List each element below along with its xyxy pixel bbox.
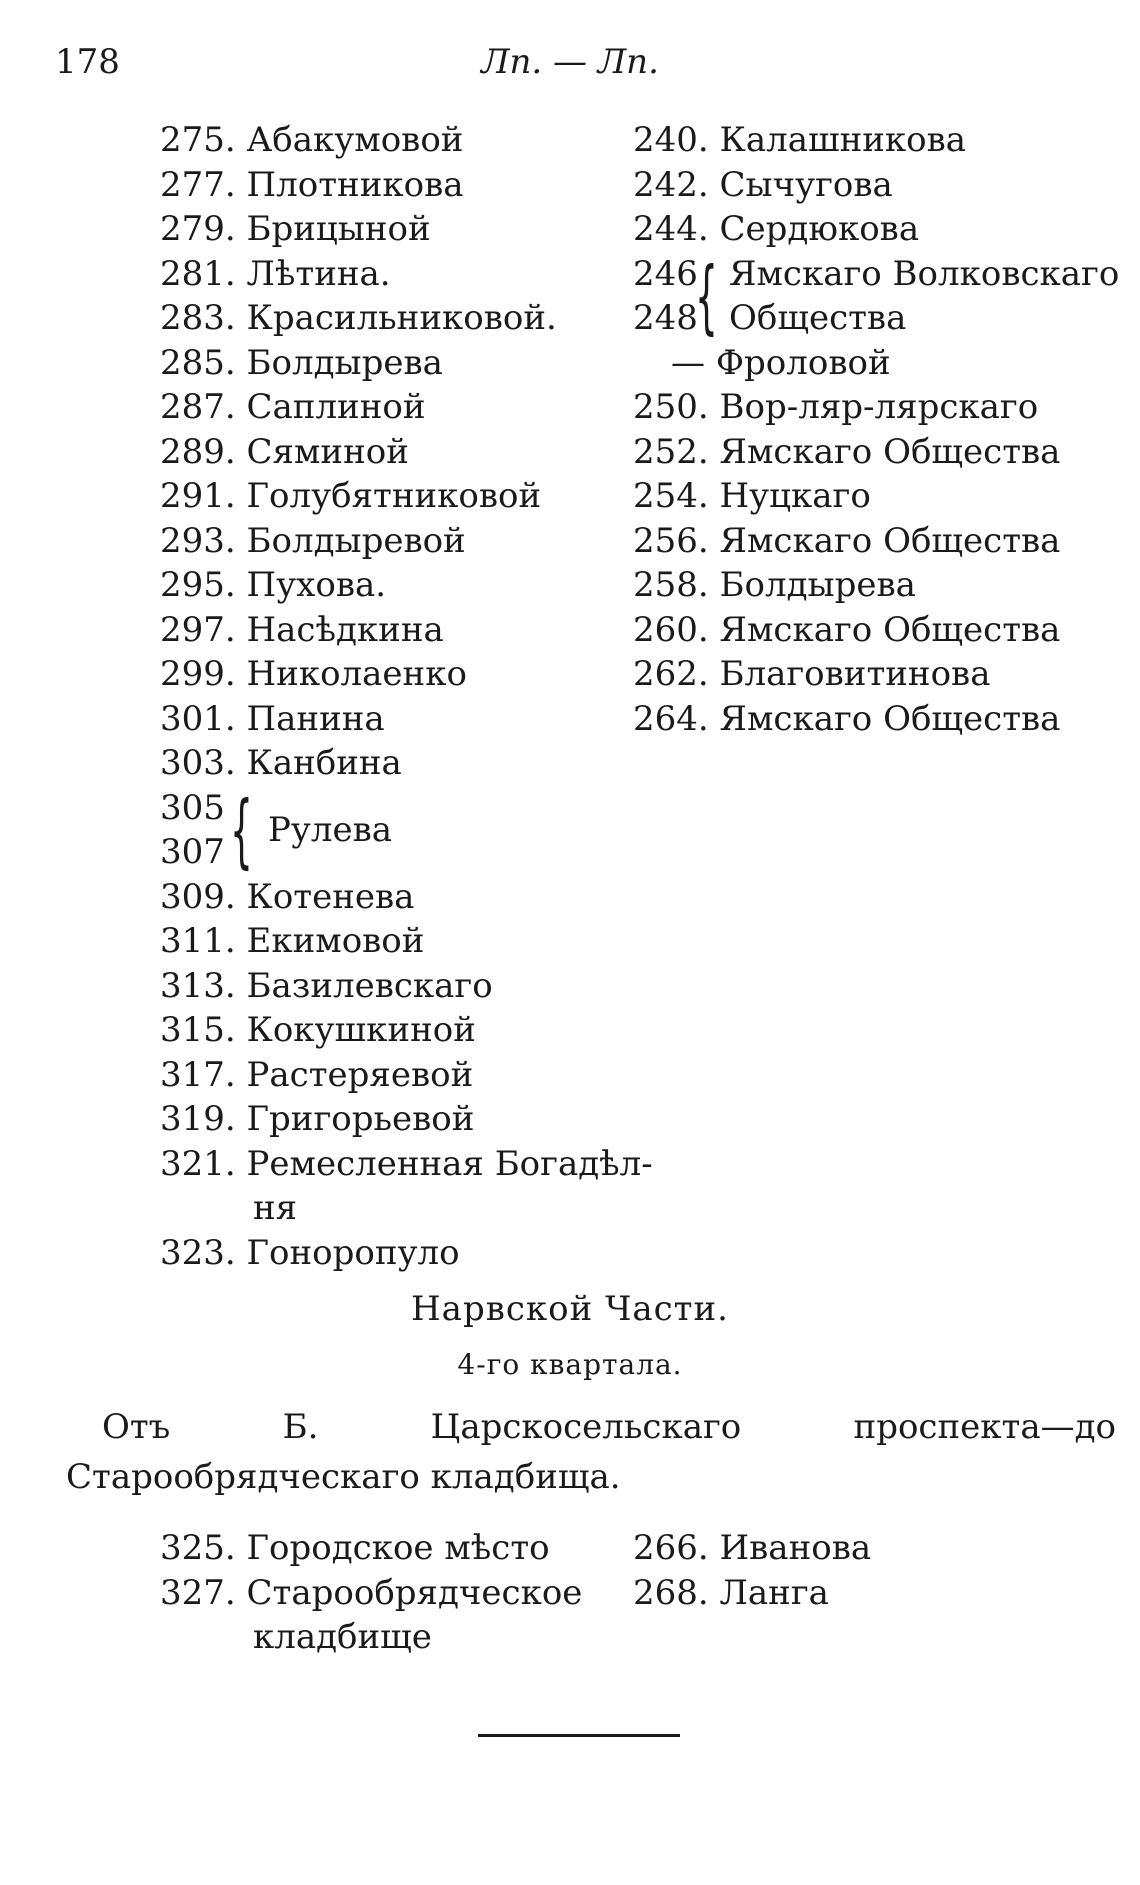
item-number: 279. [160,209,236,249]
list-item [160,474,680,519]
right-column [633,118,1133,741]
list-item [160,875,680,920]
list-item [160,1142,680,1231]
item-name: Ремесленная Богадѣл- [246,1143,653,1184]
item-name: Лѣтина. [246,253,391,294]
item-number: 256. [633,520,709,561]
list-item [633,341,1133,386]
page-number: 178 [55,42,120,82]
item-number: 240. [633,120,709,160]
list-item [633,652,1133,697]
item-name: Плотникова [246,164,464,205]
item-name: Калашникова [719,120,967,160]
brace-icon: { [695,249,718,343]
list-item [160,1231,680,1276]
list-item [160,341,680,386]
item-number: 242. [633,164,709,205]
item-name: Абакумовой [246,120,464,160]
item-name: Кокушкиной [246,1010,476,1050]
list-item [633,697,1133,742]
running-head: Лп. — Лп. [481,42,659,82]
item-number: 319. [160,1099,236,1139]
item-name: Насѣдкина [246,609,444,650]
item-number: 301. [160,698,236,739]
item-number: 262. [633,654,709,694]
item-name: Иванова [719,1528,872,1568]
item-number: 295. [160,565,236,605]
item-number: 281. [160,253,236,294]
item-name-continuation: кладбище [253,1617,432,1657]
list-item [160,964,680,1009]
list-item [160,1571,620,1660]
item-number: 252. [633,431,709,472]
item-number: 299. [160,654,236,694]
bottom-left-list [160,1526,620,1660]
item-name: Ямскаго Общества [719,431,1061,472]
item-number: 248 [633,298,698,338]
list-item [633,118,1133,163]
item-name: Саплиной [246,387,426,427]
item-name: Базилевскаго [246,965,493,1006]
brace-icon: { [230,783,253,877]
item-name: Общества [729,298,907,338]
item-name: Ямскаго Общества [719,698,1061,739]
list-item [160,385,680,430]
list-item [633,1571,1093,1616]
item-number: 327. [160,1572,236,1613]
item-number: 313. [160,965,236,1006]
item-number: 287. [160,387,236,427]
list-item [160,608,680,653]
item-number: 289. [160,431,236,472]
item-number: 246 [633,253,698,294]
item-name: Болдырева [246,342,443,383]
right-list-before [633,118,1133,252]
item-number: 266. [633,1528,709,1568]
item-name: Болдырева [719,565,916,605]
item-name: Старообрядческое [246,1572,583,1613]
item-number: 311. [160,921,236,961]
item-number: 250. [633,387,709,427]
section-title: Нарвской Части. [411,1289,729,1329]
item-name: Гонoропуло [246,1232,460,1273]
item-number: 321. [160,1143,236,1184]
item-number: 285. [160,342,236,383]
section-subtitle: 4-го квартала. [457,1348,683,1381]
item-name: Пухова. [246,565,387,605]
list-item [633,163,1133,208]
section-description: Отъ Б. Царскосельскаго проспекта—до Старообрядческаго кладбища. [66,1407,1116,1497]
brace-group [160,783,680,877]
item-number: 254. [633,476,709,516]
item-name: Ямскаго Общества [719,520,1061,561]
item-name: Нуцкаго [719,476,871,516]
list-item [160,1526,620,1571]
item-name-continuation: ня [253,1188,298,1228]
item-number: — [671,342,705,383]
item-name: Ланга [719,1572,829,1613]
list-item [160,563,680,608]
item-name: Вор-ляр-лярскаго [719,387,1039,427]
item-number: 264. [633,698,709,739]
list-item [633,1526,1093,1571]
left-column [160,118,680,1275]
list-item [160,296,680,341]
item-number: 323. [160,1232,236,1273]
list-item [633,563,1133,608]
item-name: Сердюкова [719,209,920,249]
item-number: 309. [160,876,236,917]
item-number: 260. [633,609,709,650]
item-name: Сычугова [719,164,893,205]
item-name: Котенева [246,876,415,917]
left-list-before [160,118,680,786]
item-number: 297. [160,609,236,650]
list-item [160,919,680,964]
left-list-after [160,875,680,1276]
item-name: Ямскаго Волковскаго [729,253,1120,294]
item-name: Благовитинова [719,654,991,694]
item-name: Брицыной [246,209,431,249]
list-item [160,118,680,163]
item-number: 307 [160,832,225,872]
item-name: Канбина [246,743,402,783]
list-item [160,207,680,252]
item-name: Фроловой [715,342,891,383]
list-item [633,430,1133,475]
list-item [160,697,680,742]
list-item [160,1008,680,1053]
list-item [160,1053,680,1098]
item-name: Растеряевой [246,1054,474,1095]
item-number: 325. [160,1528,236,1568]
item-number: 293. [160,520,236,561]
item-name: Голубятниковой [246,476,542,516]
item-name: Николаенко [246,654,467,694]
list-item [160,1097,680,1142]
section-end-rule [478,1734,680,1737]
item-name: Ямскаго Общества [719,609,1061,650]
item-number: 305 [160,787,225,828]
list-item [633,519,1133,564]
item-name: Рулева [268,809,393,850]
list-item [160,519,680,564]
item-name: Городское мѣсто [246,1528,550,1568]
list-item [160,252,680,297]
item-number: 317. [160,1054,236,1095]
list-item [160,652,680,697]
item-name: Панина [246,698,385,739]
list-item [633,474,1133,519]
item-name: Сяминой [246,431,409,472]
list-item [160,430,680,475]
item-number: 275. [160,120,236,160]
item-number: 283. [160,298,236,338]
item-number: 258. [633,565,709,605]
item-name: Екимовой [246,921,425,961]
list-item [160,741,680,786]
item-name: Красильниковой. [246,298,557,338]
list-item [633,608,1133,653]
item-name: Григорьевой [246,1099,475,1139]
item-number: 291. [160,476,236,516]
bottom-right-list [633,1526,1093,1615]
item-number: 315. [160,1010,236,1050]
list-item [633,207,1133,252]
list-item [160,163,680,208]
brace-group [633,249,1133,343]
item-number: 268. [633,1572,709,1613]
item-name: Болдыревой [246,520,466,561]
list-item [633,385,1133,430]
item-number: 244. [633,209,709,249]
right-list-after [633,341,1133,742]
item-number: 277. [160,164,236,205]
item-number: 303. [160,743,236,783]
